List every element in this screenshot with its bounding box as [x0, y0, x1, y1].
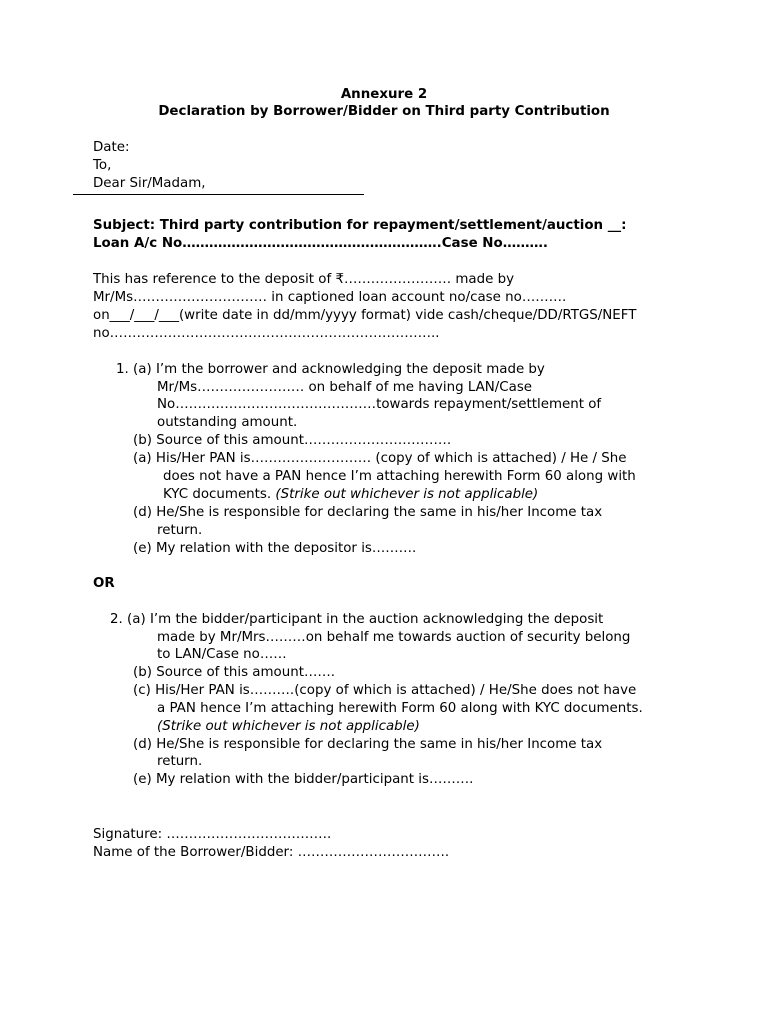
intro-line-2: Mr/Ms………………………… in captioned loan account no/case no……….	[93, 290, 567, 305]
s1-item-a-line-3: No………………………………………towards repayment/settlement of	[157, 397, 602, 412]
intro-line-1: This has reference to the deposit of ₹…………………… made by	[93, 272, 515, 287]
divider-line	[73, 194, 364, 195]
s1-strike-note: (Strike out whichever is not applicable)	[275, 487, 539, 502]
s1-item-a-line-2: Mr/Ms…………………… on behalf of me having LAN/Case	[157, 380, 533, 395]
s1-item-c-line-1: (a) His/Her PAN is……………………… (copy of which is attached) / He / She	[133, 451, 627, 466]
s1-item-d-line-2: return.	[157, 523, 203, 538]
s2-item-c-line-1: (c) His/Her PAN is……….(copy of which is attached) / He/She does not have	[133, 683, 637, 698]
signature-line: Signature: ……………………………….	[93, 827, 332, 842]
greeting: Dear Sir/Madam,	[93, 176, 206, 191]
intro-line-3: on___/___/___(write date in dd/mm/yyyy format) vide cash/cheque/DD/RTGS/NEFT	[93, 308, 637, 323]
subject-line-1: Subject: Third party contribution for repayment/settlement/auction __:	[93, 218, 627, 233]
annexure-heading: Annexure 2	[340, 87, 428, 102]
s2-item-e: (e) My relation with the bidder/participant is……….	[133, 772, 474, 787]
s2-item-a-line-3: to LAN/Case no……	[157, 647, 287, 662]
s2-item-d-line-1: (d) He/She is responsible for declaring the same in his/her Income tax	[133, 737, 603, 752]
s1-item-c-line-2: does not have a PAN hence I’m attaching herewith Form 60 along with	[163, 469, 636, 484]
s1-item-a-line-4: outstanding amount.	[157, 415, 298, 430]
or-separator: OR	[93, 576, 115, 591]
s1-item-c-line-3	[163, 486, 538, 504]
subject-line-2: Loan A/c No………………………………………………….Case No……….	[93, 236, 548, 251]
s2-item-c-line-2: a PAN hence I’m attaching herewith Form 60 along with KYC documents.	[157, 701, 643, 716]
s2-item-d-line-2: return.	[157, 754, 203, 769]
s2-item-a-line-2: made by Mr/Mrs………on behalf me towards auction of security belong	[157, 630, 631, 645]
date-label: Date:	[93, 140, 130, 155]
document-title: Declaration by Borrower/Bidder on Third party Contribution	[158, 104, 610, 119]
s1-item-e: (e) My relation with the depositor is……….	[133, 541, 417, 556]
s2-strike-note: (Strike out whichever is not applicable)	[157, 719, 420, 734]
s1-item-d-line-1: (d) He/She is responsible for declaring the same in his/her Income tax	[133, 505, 603, 520]
s1-item-b: (b) Source of this amount……………………………	[133, 433, 452, 448]
s1-kyc-text: KYC documents.	[163, 487, 272, 502]
borrower-name-line: Name of the Borrower/Bidder: …………………………….	[93, 845, 450, 860]
s2-item-a-line-1: 2. (a) I’m the bidder/participant in the auction acknowledging the deposit	[110, 612, 604, 627]
s2-item-b: (b) Source of this amount…….	[133, 665, 336, 680]
to-label: To,	[93, 158, 112, 173]
s1-item-a-line-1: 1. (a) I’m the borrower and acknowledging the deposit made by	[116, 362, 545, 377]
intro-line-4: no………………………………………………………………..	[93, 326, 440, 341]
